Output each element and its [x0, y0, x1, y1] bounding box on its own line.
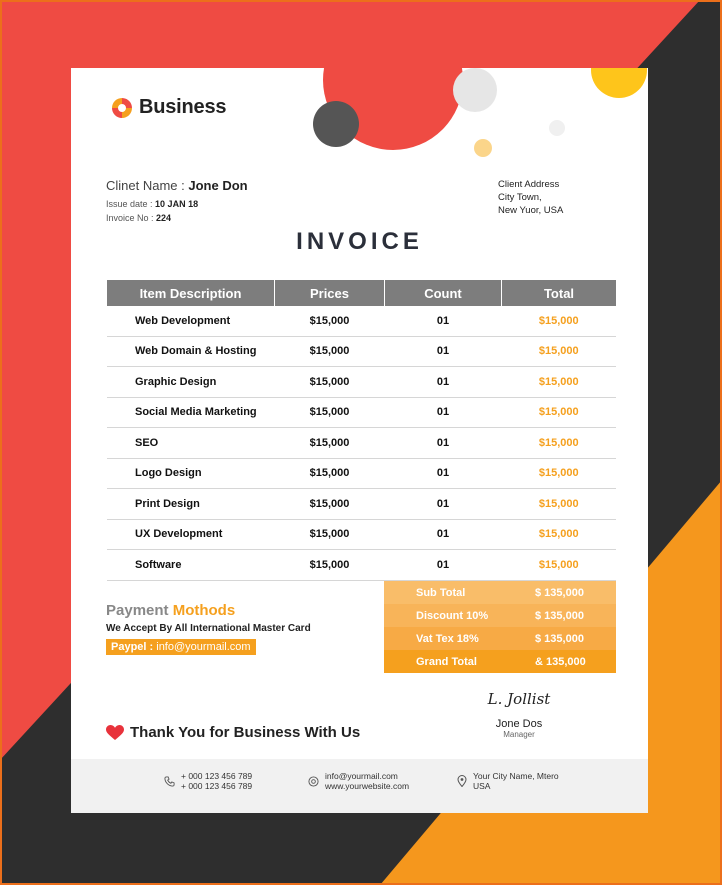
- item-price: $15,000: [275, 397, 385, 428]
- footer-website: www.yourwebsite.com: [325, 781, 410, 791]
- signature: L. Jollist: [487, 690, 551, 708]
- client-address: [498, 178, 563, 217]
- payment-title: [106, 602, 311, 619]
- location-pin-icon: [457, 775, 467, 787]
- summary-value: $ 135,000: [535, 586, 584, 599]
- item-price: $15,000: [275, 519, 385, 550]
- footer-phone: [164, 771, 252, 791]
- table-row: [107, 519, 616, 550]
- item-total: $15,000: [502, 367, 617, 398]
- table-row: [107, 489, 616, 520]
- item-count: 01: [385, 397, 502, 428]
- swirl-logo-icon: [111, 97, 133, 119]
- item-count: 01: [385, 367, 502, 398]
- invoice-no: 224: [156, 213, 172, 223]
- brand-name: Business: [139, 96, 227, 118]
- item-total: $15,000: [502, 428, 617, 459]
- paypal-email: info@yourmail.com: [156, 641, 251, 653]
- header-description: Item Description: [107, 280, 275, 306]
- summary-value: $ 135,000: [535, 609, 584, 622]
- issue-date-label: Issue date :: [106, 199, 153, 209]
- summary-row: [384, 627, 616, 650]
- payment-subtitle: We Accept By All International Master Card: [106, 623, 311, 634]
- item-count: 01: [385, 336, 502, 367]
- item-count: 01: [385, 519, 502, 550]
- table-row: [107, 428, 616, 459]
- summary-row: [384, 604, 616, 627]
- item-count: 01: [385, 458, 502, 489]
- item-price: $15,000: [275, 367, 385, 398]
- phone-number: + 000 123 456 789: [181, 771, 253, 781]
- payment-title-highlight: Mothods: [172, 602, 236, 619]
- footer-address: [457, 771, 559, 791]
- item-total: $15,000: [502, 397, 617, 428]
- address-line: City Town,: [498, 192, 542, 203]
- item-count: 01: [385, 306, 502, 336]
- paypal-badge: [106, 639, 256, 655]
- item-description: Web Development: [107, 306, 275, 336]
- table-row: [107, 367, 616, 398]
- summary-label: Sub Total: [416, 586, 466, 599]
- item-description: Logo Design: [107, 458, 275, 489]
- item-price: $15,000: [275, 489, 385, 520]
- phone-number: + 000 123 456 789: [181, 781, 253, 791]
- footer-contact: [308, 771, 409, 791]
- item-count: 01: [385, 489, 502, 520]
- address-line: Client Address: [498, 179, 560, 190]
- brand-logo: [111, 96, 226, 119]
- item-count: 01: [385, 550, 502, 581]
- table-row: [107, 458, 616, 489]
- decorative-circles: [71, 68, 648, 178]
- client-name: Jone Don: [188, 178, 248, 193]
- payment-methods: [106, 602, 311, 655]
- header-total: Total: [502, 280, 617, 306]
- item-total: $15,000: [502, 550, 617, 581]
- small-light-circle: [549, 120, 565, 136]
- header-count: Count: [385, 280, 502, 306]
- paypal-label: Paypel :: [111, 641, 154, 653]
- item-description: Software: [107, 550, 275, 581]
- light-circle: [453, 68, 497, 112]
- table-row: [107, 306, 616, 336]
- item-description: Print Design: [107, 489, 275, 520]
- thank-you-text: Thank You for Business With Us: [130, 724, 361, 741]
- item-description: Web Domain & Hosting: [107, 336, 275, 367]
- issue-date: 10 JAN 18: [155, 199, 199, 209]
- item-total: $15,000: [502, 306, 617, 336]
- item-description: Social Media Marketing: [107, 397, 275, 428]
- signature-block: [469, 690, 569, 739]
- at-sign-icon: [308, 776, 319, 787]
- invoice-title: INVOICE: [296, 228, 423, 255]
- summary-label: Vat Tex 18%: [416, 632, 479, 645]
- items-table: [107, 280, 616, 581]
- address-line: USA: [473, 781, 491, 791]
- small-yellow-circle: [474, 139, 492, 157]
- client-name-label: Clinet Name :: [106, 178, 185, 193]
- item-total: $15,000: [502, 336, 617, 367]
- invoice-sheet: [71, 68, 648, 813]
- client-info: [106, 178, 248, 223]
- table-row: [107, 550, 616, 581]
- phone-icon: [164, 776, 175, 787]
- summary-value: & 135,000: [535, 655, 586, 668]
- table-header-row: [107, 280, 616, 306]
- table-row: [107, 397, 616, 428]
- payment-title-part: Payment: [106, 602, 169, 619]
- table-row: [107, 336, 616, 367]
- summary-label: Discount 10%: [416, 609, 489, 622]
- item-total: $15,000: [502, 458, 617, 489]
- item-total: $15,000: [502, 489, 617, 520]
- item-price: $15,000: [275, 306, 385, 336]
- address-line: Your City Name, Mtero: [473, 771, 559, 781]
- item-description: Graphic Design: [107, 367, 275, 398]
- summary-value: $ 135,000: [535, 632, 584, 645]
- yellow-circle: [591, 68, 647, 98]
- item-price: $15,000: [275, 550, 385, 581]
- header-prices: Prices: [275, 280, 385, 306]
- item-price: $15,000: [275, 458, 385, 489]
- footer-email: info@yourmail.com: [325, 771, 398, 781]
- summary-box: [384, 581, 616, 673]
- item-price: $15,000: [275, 428, 385, 459]
- item-description: UX Development: [107, 519, 275, 550]
- thank-you-message: [106, 724, 360, 741]
- item-total: $15,000: [502, 519, 617, 550]
- summary-row: [384, 581, 616, 604]
- item-description: SEO: [107, 428, 275, 459]
- item-count: 01: [385, 428, 502, 459]
- signer-name: Jone Dos: [495, 718, 543, 730]
- address-line: New Yuor, USA: [498, 205, 564, 216]
- summary-row: [384, 650, 616, 673]
- heart-icon: [106, 725, 124, 741]
- summary-label: Grand Total: [416, 655, 477, 668]
- item-price: $15,000: [275, 336, 385, 367]
- invoice-no-label: Invoice No :: [106, 213, 154, 223]
- signer-role: Manager: [503, 730, 535, 739]
- gray-circle: [313, 101, 359, 147]
